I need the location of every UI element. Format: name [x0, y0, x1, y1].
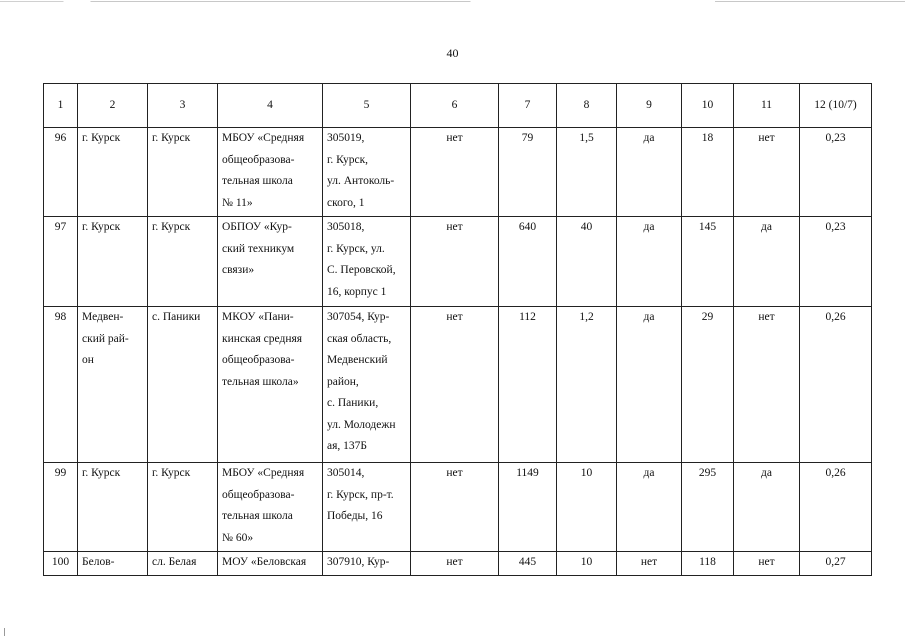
cell-col-8: 1,5	[557, 128, 617, 217]
cell-line: район,	[327, 375, 359, 388]
cell-line: 305014,	[327, 467, 365, 479]
cell-line: г. Курск	[152, 467, 191, 479]
cell-row-number: 97	[44, 217, 78, 307]
cell-col-6: нет	[411, 217, 499, 307]
cell-locality	[148, 217, 218, 307]
cell-line: общеобразова-	[222, 488, 295, 501]
cell-col-12: 0,23	[800, 217, 872, 307]
cell-line: 16, корпус 1	[327, 285, 387, 298]
cell-address	[323, 463, 411, 552]
cell-col-6: нет	[411, 463, 499, 552]
cell-line: г. Курск, ул.	[327, 242, 385, 255]
cell-col-7: 79	[499, 128, 557, 217]
cell-col-12: 0,26	[800, 307, 872, 463]
header-cell: 1	[44, 84, 78, 128]
cell-district	[78, 217, 148, 307]
cell-col-10: 18	[682, 128, 734, 217]
cell-col-6: нет	[411, 128, 499, 217]
cell-line: тельная школа	[222, 175, 293, 187]
cell-line: № 11»	[222, 196, 253, 209]
cell-row-number: 99	[44, 463, 78, 552]
cell-district	[78, 128, 148, 217]
cell-address	[323, 128, 411, 217]
cell-col-10: 118	[682, 552, 734, 576]
cell-institution	[218, 307, 323, 463]
cell-line: ский техникум	[222, 242, 295, 255]
cell-col-10: 145	[682, 217, 734, 307]
cell-line: Победы, 16	[327, 510, 383, 522]
cell-col-11: нет	[734, 307, 800, 463]
header-cell: 10	[682, 84, 734, 128]
cell-col-7: 445	[499, 552, 557, 576]
cell-line: 305019,	[327, 132, 365, 144]
cell-line: с. Паники,	[327, 397, 379, 409]
cell-institution	[218, 128, 323, 217]
cell-line: общеобразова-	[222, 354, 295, 366]
cell-district	[78, 463, 148, 552]
table-row	[44, 463, 872, 552]
cell-col-8: 40	[557, 217, 617, 307]
cell-col-6: нет	[411, 307, 499, 463]
cell-row-number: 98	[44, 307, 78, 463]
cell-line: ский рай-	[82, 332, 129, 345]
scan-artifact-top-line	[0, 1, 905, 2]
cell-col-10: 295	[682, 463, 734, 552]
cell-col-7: 640	[499, 217, 557, 307]
cell-locality	[148, 128, 218, 217]
table-header-row	[44, 84, 872, 128]
cell-line: МКОУ «Пани-	[222, 311, 294, 323]
cell-col-12: 0,27	[800, 552, 872, 576]
cell-col-8: 10	[557, 463, 617, 552]
header-cell: 12 (10/7)	[800, 84, 872, 128]
cell-col-9: нет	[617, 552, 682, 576]
cell-institution	[218, 552, 323, 576]
cell-col-8: 1,2	[557, 307, 617, 463]
cell-line: ул. Антоколь-	[327, 175, 395, 187]
cell-line: 307910, Кур-	[327, 556, 390, 568]
cell-locality	[148, 307, 218, 463]
cell-col-9: да	[617, 463, 682, 552]
cell-line: г. Курск	[82, 467, 121, 479]
header-cell: 3	[148, 84, 218, 128]
header-cell: 8	[557, 84, 617, 128]
cell-line: г. Курск	[152, 221, 191, 233]
cell-district	[78, 552, 148, 576]
header-cell: 11	[734, 84, 800, 128]
cell-col-7: 1149	[499, 463, 557, 552]
cell-line: г. Курск,	[327, 153, 369, 166]
cell-line: тельная школа»	[222, 375, 299, 388]
cell-col-8: 10	[557, 552, 617, 576]
header-cell: 5	[323, 84, 411, 128]
cell-col-11: да	[734, 463, 800, 552]
cell-line: ского, 1	[327, 196, 365, 209]
cell-line: Медвенский	[327, 354, 388, 366]
cell-line: г. Курск, пр-т.	[327, 488, 394, 501]
cell-line: ОБПОУ «Кур-	[222, 221, 292, 233]
cell-col-11: нет	[734, 128, 800, 217]
cell-line: г. Курск	[82, 221, 121, 233]
header-cell: 9	[617, 84, 682, 128]
cell-locality	[148, 552, 218, 576]
cell-line: связи»	[222, 264, 255, 276]
cell-col-7: 112	[499, 307, 557, 463]
table-row	[44, 307, 872, 463]
header-cell: 4	[218, 84, 323, 128]
cell-line: г. Курск	[82, 132, 121, 144]
cell-line: Белов-	[82, 556, 115, 568]
table-row	[44, 217, 872, 307]
cell-line: ская область,	[327, 332, 392, 345]
cell-address	[323, 307, 411, 463]
cell-row-number: 100	[44, 552, 78, 576]
cell-line: Медвен-	[82, 311, 124, 323]
cell-col-12: 0,26	[800, 463, 872, 552]
cell-line: 305018,	[327, 221, 365, 233]
cell-line: 307054, Кур-	[327, 311, 390, 323]
cell-col-9: да	[617, 217, 682, 307]
cell-col-12: 0,23	[800, 128, 872, 217]
cell-col-11: да	[734, 217, 800, 307]
cell-address	[323, 217, 411, 307]
cell-line: МОУ «Беловская	[222, 556, 307, 568]
cell-line: г. Курск	[152, 132, 191, 144]
header-cell: 7	[499, 84, 557, 128]
cell-row-number: 96	[44, 128, 78, 217]
table-row	[44, 552, 872, 576]
scan-artifact-mark	[4, 628, 5, 636]
cell-col-6: нет	[411, 552, 499, 576]
cell-col-9: да	[617, 307, 682, 463]
cell-line: № 60»	[222, 531, 254, 544]
cell-line: он	[82, 354, 94, 366]
cell-line: с. Паники	[152, 311, 201, 323]
cell-col-10: 29	[682, 307, 734, 463]
cell-col-9: да	[617, 128, 682, 217]
cell-line: ая, 137Б	[327, 440, 367, 452]
table-row	[44, 128, 872, 217]
page-number: 40	[446, 46, 459, 60]
cell-line: сл. Белая	[152, 556, 197, 568]
cell-line: общеобразова-	[222, 153, 295, 166]
cell-line: МБОУ «Средняя	[222, 132, 305, 144]
data-table	[43, 83, 872, 576]
cell-line: МБОУ «Средняя	[222, 467, 305, 479]
cell-district	[78, 307, 148, 463]
cell-line: кинская средняя	[222, 332, 303, 345]
cell-address	[323, 552, 411, 576]
cell-line: ул. Молодежн	[327, 418, 396, 431]
cell-institution	[218, 217, 323, 307]
header-cell: 6	[411, 84, 499, 128]
cell-locality	[148, 463, 218, 552]
cell-col-11: нет	[734, 552, 800, 576]
cell-line: С. Перовской,	[327, 264, 396, 276]
cell-institution	[218, 463, 323, 552]
header-cell: 2	[78, 84, 148, 128]
cell-line: тельная школа	[222, 510, 293, 522]
